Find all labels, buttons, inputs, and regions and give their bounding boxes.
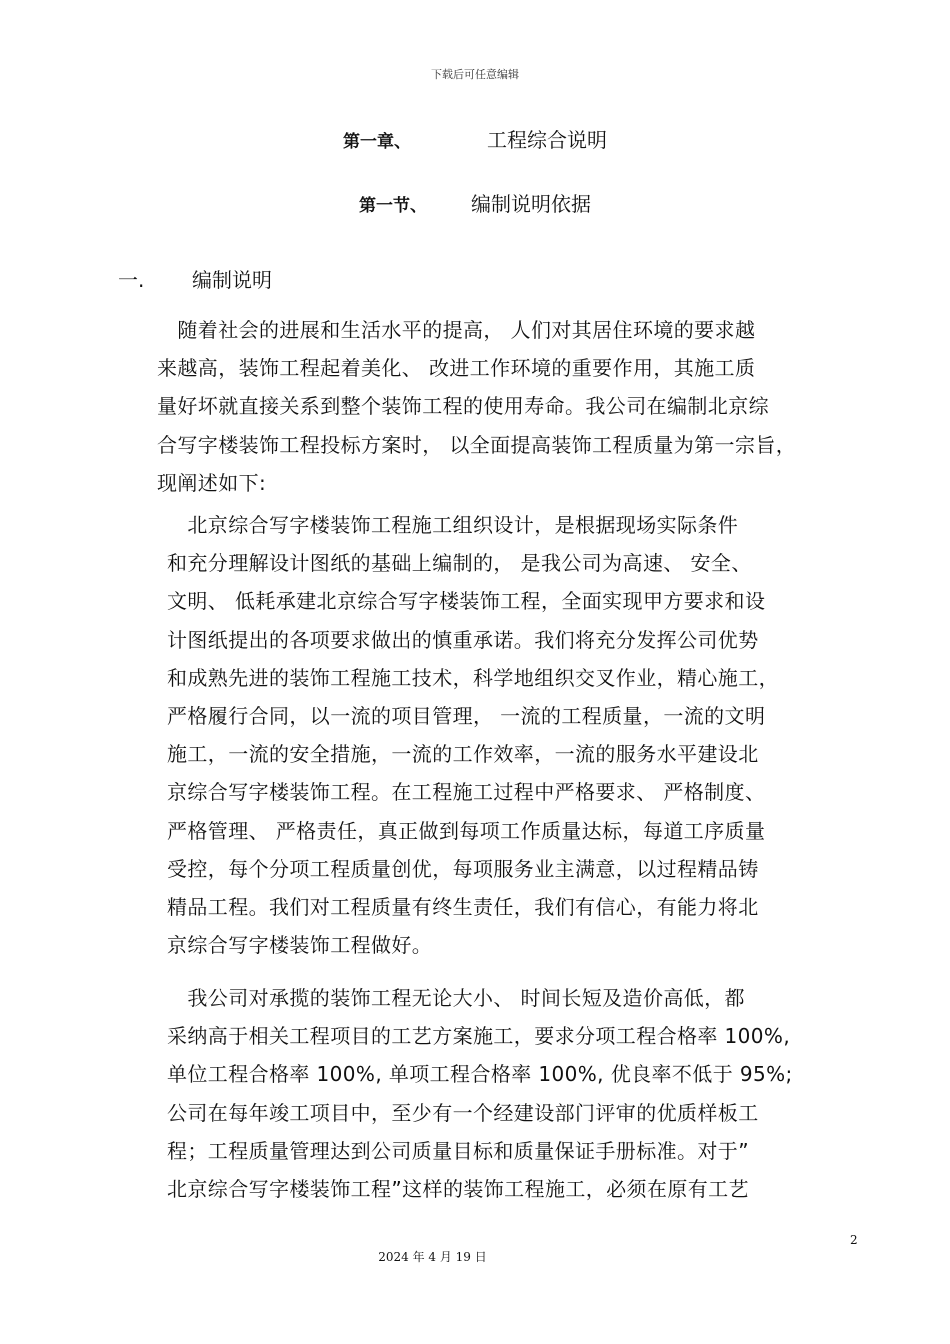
- paragraph-line: 京综合写字楼装饰工程。在工程施工过程中严格要求、 严格制度、: [167, 780, 766, 805]
- footer-date: 2024 年 4 月 19 日: [378, 1250, 487, 1264]
- paragraph-line: 单位工程合格率 100%, 单项工程合格率 100%, 优良率不低于 95%;: [167, 1062, 793, 1087]
- paragraph-line: 北京综合写字楼装饰工程”这样的装饰工程施工，必须在原有工艺: [167, 1177, 749, 1202]
- page-number: 2: [850, 1233, 858, 1247]
- paragraph-line: 公司在每年竣工项目中，至少有一个经建设部门评审的优质样板工: [167, 1100, 759, 1125]
- section-title: 编制说明依据: [471, 192, 591, 216]
- paragraph-line: 采纳高于相关工程项目的工艺方案施工，要求分项工程合格率 100%,: [167, 1024, 791, 1049]
- paragraph-line: 文明、 低耗承建北京综合写字楼装饰工程，全面实现甲方要求和设: [167, 589, 766, 614]
- paragraph-1: [157, 311, 796, 502]
- header-note: 下载后可任意编辑: [431, 68, 519, 81]
- paragraph-line: 和成熟先进的装饰工程施工技术，科学地组织交叉作业，精心施工，: [167, 665, 779, 690]
- paragraph-line: 施工，一流的安全措施，一流的工作效率，一流的服务水平建设北: [167, 742, 759, 767]
- paragraph-line: 严格履行合同，以一流的项目管理， 一流的工程质量，一流的文明: [167, 704, 766, 729]
- paragraph-line: 现阐述如下:: [157, 470, 267, 495]
- paragraph-line: 受控，每个分项工程质量创优，每项服务业主满意，以过程精品铸: [167, 856, 759, 881]
- section-label: 第一节、: [359, 196, 427, 216]
- chapter-heading: [0, 124, 950, 153]
- paragraph-line: 和充分理解设计图纸的基础上编制的， 是我公司为高速、 安全、: [167, 551, 752, 576]
- chapter-title: 工程综合说明: [487, 128, 607, 152]
- paragraph-line: 京综合写字楼装饰工程做好。: [167, 933, 433, 958]
- paragraph-line: 我公司对承揽的装饰工程无论大小、 时间长短及造价高低，都: [167, 986, 745, 1010]
- section-heading: [0, 188, 950, 217]
- subheading-number: 一.: [118, 268, 145, 292]
- paragraph-line: 量好坏就直接关系到整个装饰工程的使用寿命。我公司在编制北京综: [157, 394, 769, 419]
- paragraph-line: 随着社会的进展和生活水平的提高， 人们对其居住环境的要求越: [157, 318, 756, 342]
- paragraph-3: [167, 979, 793, 1208]
- paragraph-line: 计图纸提出的各项要求做出的慎重承诺。我们将充分发挥公司优势: [167, 627, 759, 652]
- paragraph-line: 来越高，装饰工程起着美化、 改进工作环境的重要作用，其施工质: [157, 356, 756, 381]
- paragraph-line: 精品工程。我们对工程质量有终生责任，我们有信心，有能力将北: [167, 895, 759, 920]
- paragraph-line: 北京综合写字楼装饰工程施工组织设计，是根据现场实际条件: [167, 513, 739, 537]
- paragraph-line: 合写字楼装饰工程投标方案时， 以全面提高装饰工程质量为第一宗旨，: [157, 432, 797, 457]
- chapter-label: 第一章、: [343, 132, 411, 152]
- paragraph-2: [167, 506, 779, 964]
- subheading-title: 编制说明: [192, 268, 272, 292]
- paragraph-line: 程；工程质量管理达到公司质量目标和质量保证手册标准。对于”: [167, 1138, 749, 1163]
- subheading: [118, 264, 272, 293]
- paragraph-line: 严格管理、 严格责任，真正做到每项工作质量达标，每道工序质量: [167, 818, 766, 843]
